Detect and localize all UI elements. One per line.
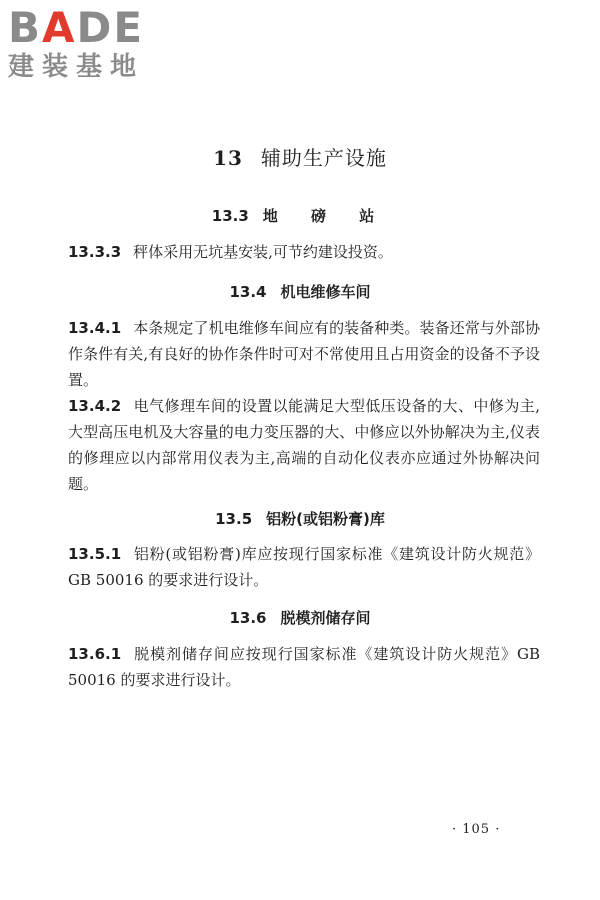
section-number: 13.3 xyxy=(211,207,249,225)
clause-paragraph xyxy=(68,239,540,265)
section-heading xyxy=(0,281,600,302)
page-number: · 105 · xyxy=(452,822,501,837)
clause-paragraph xyxy=(68,393,540,497)
clause-paragraph xyxy=(68,541,540,593)
section-title: 地 磅 站 xyxy=(262,207,389,225)
section-number: 13.6 xyxy=(229,609,267,627)
chapter-title xyxy=(0,142,600,171)
clause-number: 13.5.1 xyxy=(68,545,122,563)
clause-text: 本条规定了机电维修车间应有的装备种类。装备还常与外部协作条件有关,有良好的协作条件时可对不常使用且占用资金的设备不予设置。 xyxy=(68,319,540,389)
clause-number: 13.4.2 xyxy=(68,397,122,415)
clause-paragraph xyxy=(68,315,540,393)
section-heading xyxy=(0,607,600,628)
clause-number: 13.6.1 xyxy=(68,645,122,663)
clause-paragraph xyxy=(68,641,540,693)
clause-text: 铝粉(或铝粉膏)库应按现行国家标准《建筑设计防火规范》GB 50016 的要求进行设计。 xyxy=(68,545,540,589)
clause-text: 电气修理车间的设置以能满足大型低压设备的大、中修为主,大型高压电机及大容量的电力变压器的大、中修应以外协解决为主,仪表的修理应以内部常用仪表为主,高端的自动化仪表亦应通过外协解决问题。 xyxy=(68,397,540,493)
chapter-title-text: 辅助生产设施 xyxy=(260,146,387,170)
publisher-logo xyxy=(8,3,178,82)
clause-text: 秤体采用无坑基安装,可节约建设投资。 xyxy=(133,243,393,261)
section-number: 13.5 xyxy=(215,510,253,528)
section-heading xyxy=(0,205,600,226)
section-title: 脱模剂储存间 xyxy=(280,609,371,627)
logo-subtitle: 建装基地 xyxy=(8,52,145,82)
clause-text: 脱模剂储存间应按现行国家标准《建筑设计防火规范》GB 50016 的要求进行设计。 xyxy=(68,645,540,689)
clause-number: 13.3.3 xyxy=(68,243,122,261)
chapter-number: 13 xyxy=(213,146,243,170)
clause-number: 13.4.1 xyxy=(68,319,122,337)
section-heading xyxy=(0,508,600,529)
section-number: 13.4 xyxy=(229,283,267,301)
logo-wordmark: BADE xyxy=(8,3,145,52)
section-title: 机电维修车间 xyxy=(280,283,371,301)
section-title: 铝粉(或铝粉膏)库 xyxy=(266,510,385,528)
